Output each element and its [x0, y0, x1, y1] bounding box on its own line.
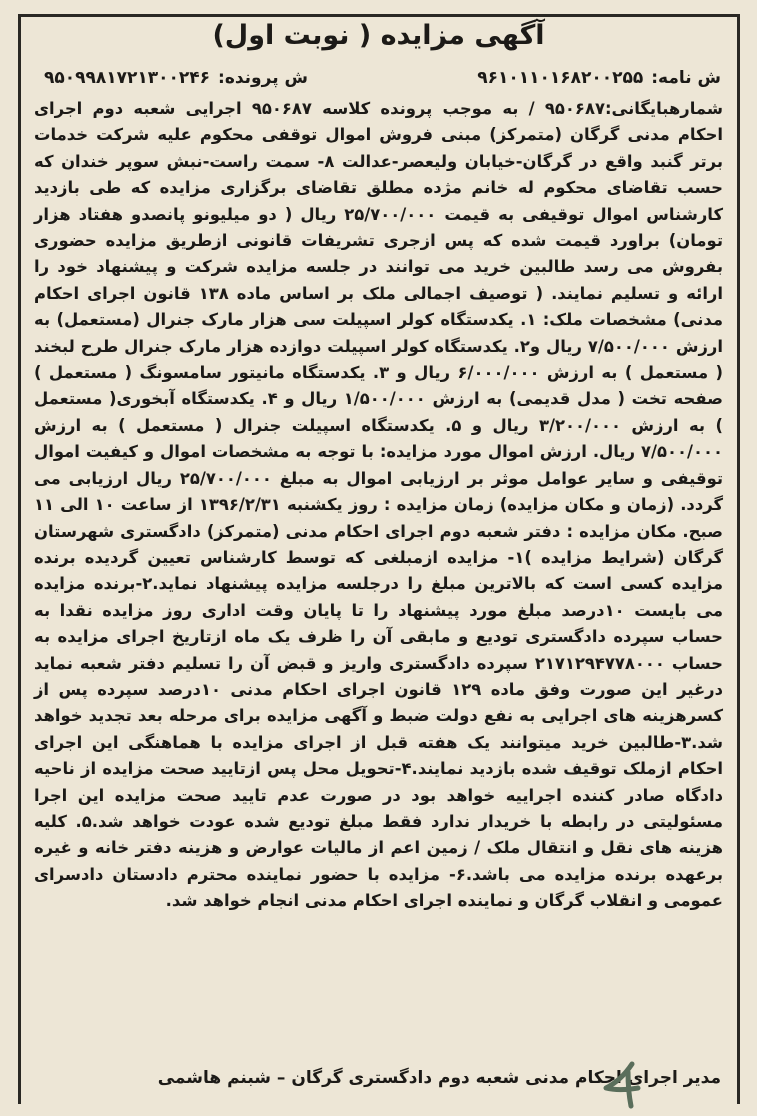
case-number-group: [36, 68, 308, 88]
notice-signature: مدیر اجرای احکام مدنی شعبه دوم دادگستری گرگان – شبنم هاشمی: [157, 1068, 721, 1088]
notice-paragraph: شمارهبایگانی:۹۵۰۶۸۷ / به موجب پرونده کلاسه ۹۵۰۶۸۷ اجرایی شعبه دوم اجرای احکام مدنی گرگان (متمرکز) مبنی فروش اموال توقفی محکوم علیه شرکت خدمات برتر گنبد واقع در گرگان-خیابان ولیعصر-عدالت ۸- سمت راست-نبش سوپر خندان که حسب تقاضای محکوم له خانم مژده مطلق تقاضای برگزاری مزایده که طی بازدید کارشناس اموال توقیفی به قیمت ۲۵/۷۰۰/۰۰۰ ریال ( دو میلیونو پانصدو هفتاد هزار تومان) براورد قیمت شده که پس ازجری تشریفات قانونی ازطریق مزایده حضوری بفروش می رسد طالبین خرید می توانند در جلسه مزایده شرکت و پیشنهاد خود را ارائه و تسلیم نمایند. ( توصیف اجمالی ملک بر اساس ماده ۱۳۸ قانون اجرای احکام مدنی) مشخصات ملک: ۱. یکدستگاه کولر اسپیلت سی هزار مارک جنرال (مستعمل) به ارزش ۷/۵۰۰/۰۰۰ ریال و۲. یکدستگاه کولر اسپیلت دوازده هزار مارک جنرال طرح لبخند ( مستعمل ) به ارزش ۶/۰۰۰/۰۰۰ ریال و ۳. یکدستگاه مانیتور سامسونگ ( مستعمل ) صفحه تخت ( مدل قدیمی) به ارزش ۱/۵۰۰/۰۰۰ ریال و ۴. یکدستگاه آبخوری( مستعمل ) به ارزش ۳/۲۰۰/۰۰۰ ریال و ۵. یکدستگاه اسپیلت جنرال ( مستعمل ) به ارزش ۷/۵۰۰/۰۰۰ ریال. ارزش اموال مورد مزایده: با توجه به مشخصات اموال و کیفیت اموال توقیفی و سایر عوامل موثر بر ارزیابی اموال به مبلغ ۲۵/۷۰۰/۰۰۰ ریال ارزیابی می گردد. (زمان و مکان مزایده) زمان مزایده : روز یکشنبه ۱۳۹۶/۲/۳۱ از ساعت ۱۰ الی ۱۱ صبح. مکان مزایده : دفتر شعبه دوم اجرای احکام مدنی (متمرکز) دادگستری شهرستان گرگان (شرایط مزایده )۱- مزایده ازمبلغی که توسط کارشناس تعیین گردیده برنده مزایده کسی است که بالاترین مبلغ را درجلسه مزایده پیشنهاد نماید.۲-برنده مزایده می بایست ۱۰درصد مبلغ مورد پیشنهاد را تا پایان وقت اداری روز مزایده نقدا به حساب سپرده دادگستری تودیع و مابقی آن را ظرف یک ماه ازتاریخ اجرای مزایده به حساب ۲۱۷۱۲۹۴۷۷۸۰۰۰ سپرده دادگستری واریز و قبض آن را تسلیم دفتر شعبه نماید درغیر این صورت وفق ماده ۱۲۹ قانون اجرای احکام مدنی ۱۰درصد سپرده پس از کسرهزینه های اجرایی به نفع دولت ضبط و آگهی مزایده برای مرحله بعد تجدید خواهد شد.۳-طالبین خرید میتوانند یک هفته قبل از اجرای مزایده با هماهنگی این اجرای احکام ازملک توقیف شده بازدید نمایند.۴-تحویل محل پس ازتایید صحت مزایده از ناحیه دادگاه صادر کننده اجراییه خواهد بود در صورت عدم تایید صحت مزایده این اجرا مسئولیتی در رابطه با خریدار ندارد فقط مبلغ تودیع شده عودت خواهد شد.۵. کلیه هزینه های نقل و انتقال ملک / زمین اعم از مالیات عوارض و هزینه دفتر خانه و غیره برعهده برنده مزایده می باشد.۶- مزایده با حضور نماینده محترم دادستان دادسرای عمومی و انقلاب گرگان و نماینده اجرای احکام مدنی انجام خواهد شد.: [34, 99, 724, 911]
letter-label: ش نامه:: [651, 68, 721, 88]
case-number: ۹۵۰۹۹۸۱۷۲۱۳۰۰۲۴۶: [44, 68, 211, 88]
handwritten-mark-icon: [598, 1058, 646, 1110]
case-label: ش پرونده:: [218, 68, 308, 88]
letter-number: ۹۶۱۰۱۱۰۱۶۸۲۰۰۲۵۵: [477, 68, 644, 88]
notice-meta: [36, 68, 721, 88]
letter-number-group: [469, 68, 721, 88]
notice-body: [34, 96, 723, 915]
notice-title: آگهی مزایده ( نوبت اول): [212, 20, 545, 51]
